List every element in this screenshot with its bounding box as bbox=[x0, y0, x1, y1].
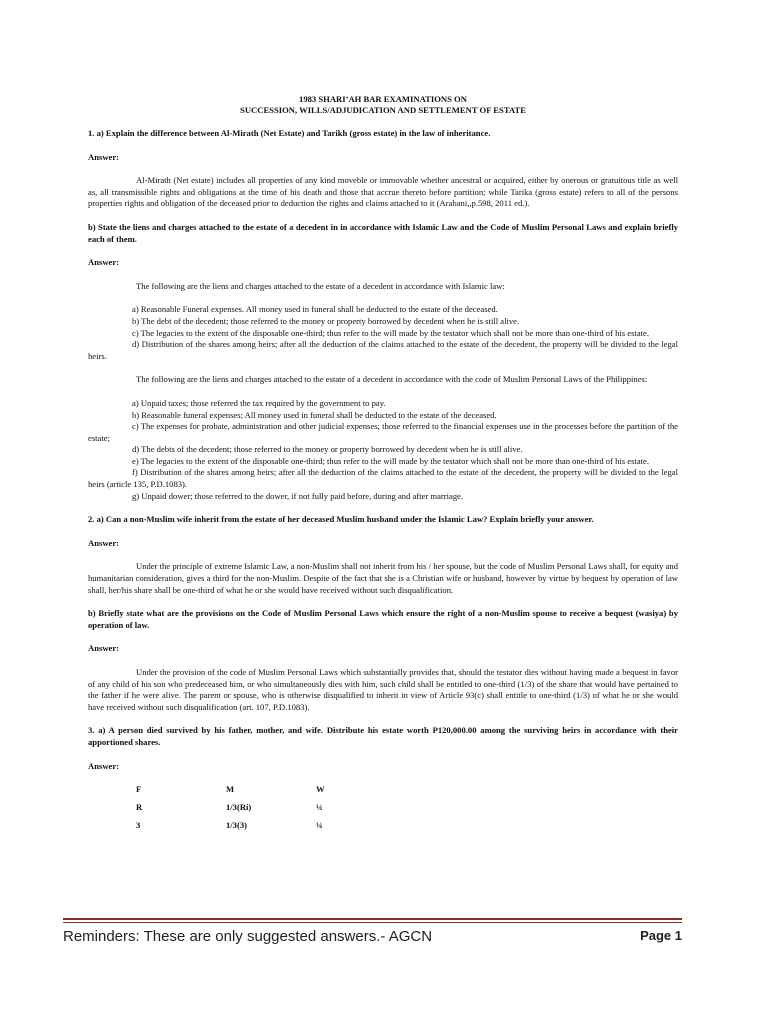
heirs-share-table bbox=[88, 784, 678, 838]
table-cell: F bbox=[136, 784, 142, 795]
table-row bbox=[88, 784, 678, 796]
page-footer bbox=[63, 928, 682, 948]
document-title bbox=[88, 94, 678, 116]
footer-divider-thin bbox=[63, 922, 682, 923]
answer-1a: Al-Mirath (Net estate) includes all properties of any kind moveble or immovable whether ancestral or acquired, either by onerous or gratuitous title as well as, all transmissible rights and obligations at the time of his death and those that accrue thereto before partition; while Tarika (gross estate) refers to all of the persons properties rights and obligation of the deceased prior to deduction the rights and claims attached to it (Arabani,,p.598, 2011 ed.). bbox=[88, 175, 678, 209]
list-item: a) Reasonable Funeral expenses. All money used in funeral shall be deducted to the estate of the deceased. bbox=[132, 304, 498, 315]
table-row bbox=[88, 802, 678, 814]
code-liens-list bbox=[88, 398, 678, 502]
answer-label-2b: Answer: bbox=[88, 643, 120, 654]
table-row bbox=[88, 820, 678, 832]
question-2a: 2. a) Can a non-Muslim wife inherit from the estate of her deceased Muslim husband under the Islamic Law? Explain briefly your answer. bbox=[88, 514, 594, 525]
list-item: b) Reasonable funeral expenses; All money used in funeral shall be deducted to the estate of the deceased. bbox=[132, 409, 497, 420]
question-3a: 3. a) A person died survived by his father, mother, and wife. Distribute his estate worth P120,000.00 among the surviving heirs in accordance with their apportioned shares. bbox=[88, 725, 678, 747]
answer-1b-intro-code: The following are the liens and charges attached to the estate of a decedent in accordance with the code of Muslim Personal Laws of the Philippines: bbox=[136, 374, 648, 385]
answer-2a: Under the principle of extreme Islamic Law, a non-Muslim shall not inherit from his / her spouse, but the code of Muslim Personal Laws shall, for equity and humanitarian consideration, gives a third for the non-Muslim. Despite of the fact that she is a Christian wife or husband, however by virtue by bequest by operation of law shall, her/his share shall be one-third of what he or she would have received without such disqualification. bbox=[88, 561, 678, 595]
footer-reminder: Reminders: These are only suggested answers.- AGCN bbox=[63, 928, 433, 945]
list-item: g) Unpaid dower; those referred to the dower, if not fully paid before, during and after marriage. bbox=[132, 490, 464, 501]
list-item: e) The legacies to the extent of the disposable one-third; thus refer to the will made by the testator which shall not be more than one-third of his estate. bbox=[132, 455, 649, 466]
title-line-2: SUCCESSION, WILLS/ADJUDICATION AND SETTLEMENT OF ESTATE bbox=[240, 105, 526, 115]
list-item: a) Unpaid taxes; those referred the tax required by the government to pay. bbox=[132, 397, 386, 408]
answer-label-1a: Answer: bbox=[88, 151, 120, 162]
title-line-1: 1983 SHARI’AH BAR EXAMINATIONS ON bbox=[299, 94, 467, 104]
question-2b: b) Briefly state what are the provisions on the Code of Muslim Personal Laws which ensure the right of a non-Muslim spouse to receive a bequest (wasiya) by operation of law. bbox=[88, 608, 678, 630]
answer-2b: Under the provision of the code of Muslim Personal Laws which substantially provides that, should the testator dies without having made a bequest in favor of any child of his son who predeceased him, or who simultaneously dies with him, such child shall be entitled to one-third (1/3) of the share that would have pertained to the father if he were alive. The parent or spouse, who is otherwise disqualified to inherit in view of Article 93(c) shall entitle to one-third (1/3) of what he or she would have received without such disqualification (art. 107, P.D.1083). bbox=[88, 667, 678, 712]
table-cell: R bbox=[136, 802, 143, 813]
footer-divider bbox=[63, 918, 682, 920]
answer-1b-intro-islamic: The following are the liens and charges attached to the estate of a decedent in accordance with Islamic law: bbox=[136, 280, 505, 291]
answer-label-2a: Answer: bbox=[88, 537, 120, 548]
table-cell: W bbox=[316, 784, 325, 795]
list-item: d) The debts of the decedent; those referred to the money or property borrowed by decedent when he is still alive. bbox=[132, 444, 523, 455]
list-item: c) The expenses for probate, administration and other judicial expenses; those referred to the financial expenses use in the processes before the partition of the estate; bbox=[88, 421, 678, 443]
list-item: c) The legacies to the extent of the disposable one-third; thus refer to the will made by the testator which shall not be more than one-third of his estate. bbox=[132, 327, 649, 338]
islamic-liens-list bbox=[88, 304, 678, 362]
table-cell: 3 bbox=[136, 820, 141, 831]
table-cell: 1/3(Ri) bbox=[226, 802, 252, 813]
list-item: f) Distribution of the shares among heirs; after all the deduction of the claims attached to the estate of the decedent, the property will be divided to the legal heirs (article 135, P.D.1083). bbox=[88, 467, 678, 490]
table-cell: M bbox=[226, 784, 235, 795]
document-body bbox=[88, 94, 678, 838]
answer-label-1b: Answer: bbox=[88, 257, 120, 268]
list-item: b) The debt of the decedent; those referred to the money or property borrowed by decedent when he is still alive. bbox=[132, 315, 520, 326]
list-item: d) Distribution of the shares among heirs; after all the deduction of the claims attached to the estate of the decedent, the property will be divided to the legal heirs. bbox=[88, 339, 678, 361]
table-cell: ¼ bbox=[316, 820, 323, 831]
page-number: Page 1 bbox=[640, 928, 682, 943]
table-cell: ¼ bbox=[316, 802, 323, 813]
question-1b: b) State the liens and charges attached to the estate of a decedent in in accordance with Islamic Law and the Code of Muslim Personal Laws and explain briefly each of them. bbox=[88, 221, 678, 244]
question-1a: 1. a) Explain the difference between Al-Mirath (Net Estate) and Tarikh (gross estate) in the law of inheritance. bbox=[88, 128, 491, 138]
table-cell: 1/3(3) bbox=[226, 820, 248, 831]
answer-label-3a: Answer: bbox=[88, 760, 120, 771]
